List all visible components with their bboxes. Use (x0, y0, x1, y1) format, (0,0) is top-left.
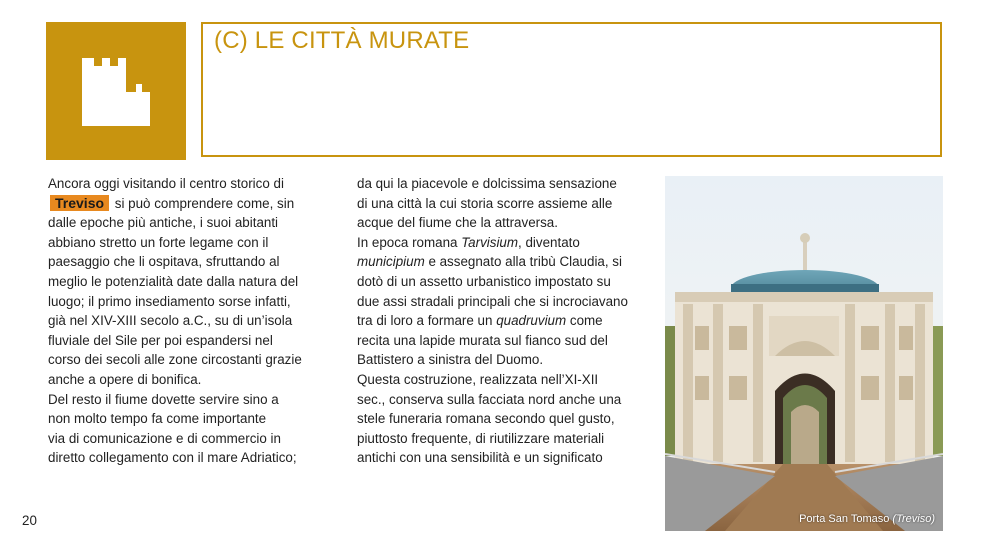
paragraph-line: Del resto il fiume dovette servire sino a (48, 391, 279, 407)
paragraph-line: dalle epoche più antiche, i suoi abitanti (48, 215, 279, 231)
section-icon-box (46, 22, 186, 160)
city-tag: Treviso (50, 195, 109, 211)
paragraph-line: fluviale del Sile per poi espandersi nel (48, 332, 273, 348)
text-column-left (48, 174, 338, 468)
paragraph-line: stele funeraria romana secondo quel gusto, (357, 411, 615, 427)
italic-term: Tarvisium (461, 234, 519, 250)
caption-text: Porta San Tomaso (799, 513, 890, 525)
paragraph-line: luogo; il primo insediamento sorse infatti, (48, 293, 291, 309)
paragraph-line: acque del fiume che la attraversa. (357, 215, 558, 231)
paragraph-line: non molto tempo fa come importante (48, 411, 267, 427)
paragraph-line (357, 252, 647, 272)
paragraph-text: tra di loro a formare un (357, 313, 497, 329)
paragraph-line: da qui la piacevole e dolcissima sensazione (357, 176, 617, 191)
city-gate-illustration (665, 176, 943, 531)
page-number: 20 (22, 513, 37, 528)
paragraph-line: di una città la cui storia scorre assieme alle (357, 195, 613, 211)
text-column-right (357, 174, 647, 468)
paragraph-text: come (566, 313, 603, 329)
paragraph-line: già nel XIV-XIII secolo a.C., su di un’isola (48, 313, 293, 329)
caption-location: (Treviso) (892, 513, 935, 525)
paragraph-line (357, 233, 647, 253)
paragraph-line: anche a opere di bonifica. (48, 371, 202, 387)
section-title: (C) LE CITTÀ MURATE (214, 27, 470, 54)
paragraph-line: recita una lapide murata sul fianco sud del (357, 332, 608, 348)
paragraph-line: paesaggio che li ospitava, sfruttando al (48, 254, 280, 270)
paragraph-line: via di comunicazione e di commercio in (48, 430, 281, 446)
paragraph-text: , diventato (518, 234, 580, 250)
paragraph-line: corso dei secoli alle zone circostanti grazie (48, 352, 302, 368)
paragraph-line: Ancora oggi visitando il centro storico di (48, 176, 284, 191)
paragraph-text: In epoca romana (357, 234, 462, 250)
paragraph-line (48, 194, 338, 214)
castle-tower-icon (46, 22, 186, 160)
paragraph-line: dotò di un assetto urbanistico impostato su (357, 273, 611, 289)
paragraph-line: Battistero a sinistra del Duomo. (357, 352, 544, 368)
paragraph-line (357, 311, 647, 331)
paragraph-line: due assi stradali principali che si incrociavano (357, 293, 628, 309)
paragraph-line: abbiano stretto un forte legame con il (48, 234, 269, 250)
paragraph-line: sec., conserva sulla facciata nord anche una (357, 391, 622, 407)
paragraph-line: piuttosto frequente, di riutilizzare materiali (357, 430, 605, 446)
paragraph-line: meglio le potenzialità date dalla natura del (48, 273, 299, 289)
paragraph-text: si può comprendere come, sin (114, 195, 295, 211)
paragraph-line: antichi con una sensibilità e un significato (357, 450, 603, 466)
title-box (201, 22, 942, 157)
gate-photo (665, 176, 943, 531)
italic-term: municipium (357, 254, 425, 270)
paragraph-line: Questa costruzione, realizzata nell’XI-XII (357, 371, 599, 387)
photo-caption (799, 513, 935, 525)
paragraph-text: e assegnato alla tribù Claudia, si (424, 254, 622, 270)
paragraph-line: diretto collegamento con il mare Adriatico; (48, 450, 297, 466)
italic-term: quadruvium (496, 313, 567, 329)
